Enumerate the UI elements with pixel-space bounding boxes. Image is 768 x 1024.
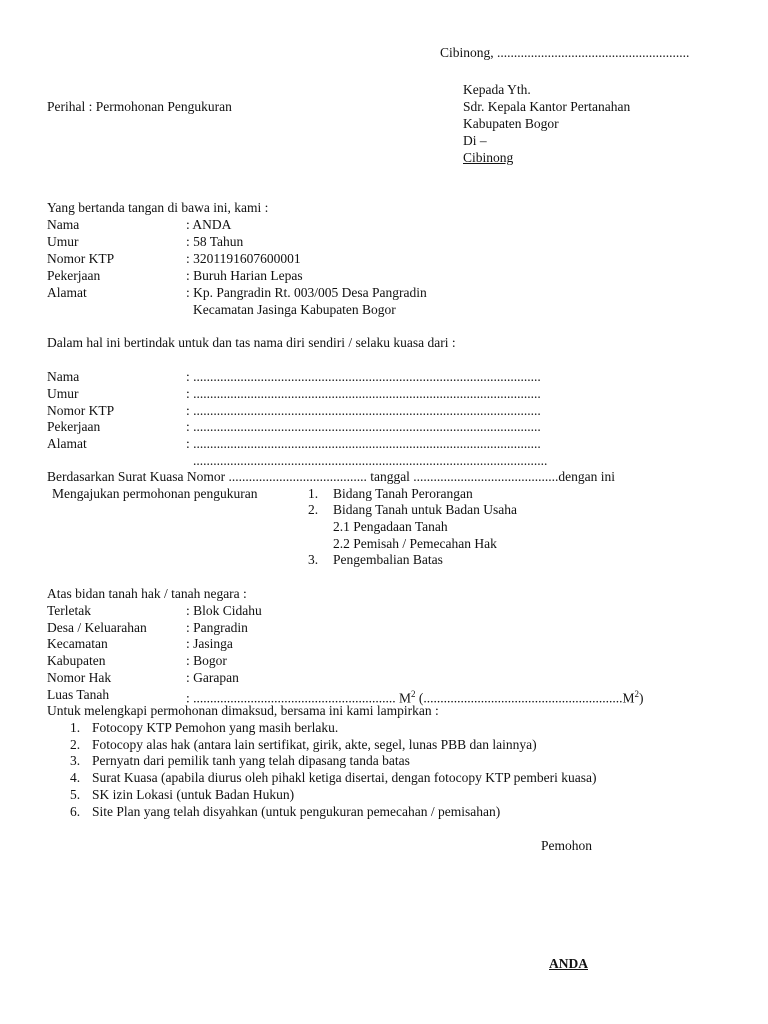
attachment-item: SK izin Lokasi (untuk Badan Hukun) (92, 787, 295, 802)
applicant-value: : 3201191607600001 (186, 251, 301, 266)
land-label: Desa / Keluarahan (47, 620, 147, 635)
attachment-item: Fotocopy KTP Pemohon yang masih berlaku. (92, 720, 339, 735)
proxy-label: Nama (47, 369, 80, 384)
land-label: Nomor Hak (47, 670, 112, 685)
applicant-value: : ANDA (186, 217, 232, 232)
attachments-intro: Untuk melengkapi permohonan dimaksud, bersama ini kami lampirkan : (47, 703, 439, 718)
option-text: Bidang Tanah Perorangan (333, 486, 473, 501)
proxy-label: Umur (47, 386, 79, 401)
applicant-label: Nama (47, 217, 80, 232)
place-date: Cibinong, ......................................................... (440, 45, 690, 60)
land-value: : Pangradin (186, 620, 248, 635)
applicant-address-cont: Kecamatan Jasinga Kabupaten Bogor (193, 302, 396, 317)
applicant-value: : Kp. Pangradin Rt. 003/005 Desa Pangradin (186, 285, 427, 300)
signature-role: Pemohon (541, 838, 593, 853)
option-number: 1. (308, 486, 319, 501)
recipient-line-3: Kabupaten Bogor (463, 116, 559, 131)
proxy-value: : ....................................................................................................... (186, 386, 541, 401)
recipient-city: Cibinong (463, 150, 514, 165)
attachment-number: 6. (70, 804, 81, 819)
land-label: Kabupaten (47, 653, 106, 668)
attachment-item: Site Plan yang telah disyahkan (untuk pengukuran pemecahan / pemisahan) (92, 804, 501, 819)
applicant-label: Nomor KTP (47, 251, 115, 266)
applicant-label: Umur (47, 234, 79, 249)
land-label: Terletak (47, 603, 92, 618)
recipient-line-4: Di – (463, 133, 487, 148)
option-number: 3. (308, 552, 319, 567)
land-value: : Bogor (186, 653, 227, 668)
applicant-intro: Yang bertanda tangan di bawa ini, kami : (47, 200, 269, 215)
attachment-number: 3. (70, 753, 81, 768)
request-basis: Berdasarkan Surat Kuasa Nomor ......................................... tanggal ...........................................dengan ini (47, 469, 616, 484)
applicant-label: Pekerjaan (47, 268, 101, 283)
applicant-label: Alamat (47, 285, 87, 300)
land-value: : Blok Cidahu (186, 603, 262, 618)
proxy-label: Alamat (47, 436, 87, 451)
recipient-line-1: Kepada Yth. (463, 82, 531, 97)
proxy-label: Pekerjaan (47, 419, 101, 434)
option-number: 2. (308, 502, 319, 517)
option-text: 2.2 Pemisah / Pemecahan Hak (333, 536, 497, 551)
proxy-label: Nomor KTP (47, 403, 115, 418)
option-text: Pengembalian Batas (333, 552, 443, 567)
attachment-number: 5. (70, 787, 81, 802)
attachment-item: Pernyatn dari pemilik tanh yang telah dipasang tanda batas (92, 753, 410, 768)
proxy-value: : ....................................................................................................... (186, 436, 541, 451)
applicant-value: : 58 Tahun (186, 234, 244, 249)
land-label: Kecamatan (47, 636, 108, 651)
land-intro: Atas bidan tanah hak / tanah negara : (47, 586, 247, 601)
option-text: Bidang Tanah untuk Badan Usaha (333, 502, 518, 517)
attachment-number: 1. (70, 720, 81, 735)
proxy-value: : ....................................................................................................... (186, 369, 541, 384)
attachment-number: 2. (70, 737, 81, 752)
attachment-number: 4. (70, 770, 81, 785)
proxy-intro: Dalam hal ini bertindak untuk dan tas nama diri sendiri / selaku kuasa dari : (47, 335, 456, 350)
subject-line: Perihal : Permohonan Pengukuran (47, 99, 232, 114)
attachment-item: Fotocopy alas hak (antara lain sertifikat, girik, akte, segel, lunas PBB dan lainnya) (92, 737, 537, 752)
land-value: : Garapan (186, 670, 239, 685)
recipient-line-2: Sdr. Kepala Kantor Pertanahan (463, 99, 631, 114)
applicant-value: : Buruh Harian Lepas (186, 268, 303, 283)
proxy-value: : ....................................................................................................... (186, 403, 541, 418)
signature-name: ANDA (549, 956, 588, 971)
attachment-item: Surat Kuasa (apabila diurus oleh pihakl ketiga disertai, dengan fotocopy KTP pemberi kuasa) (92, 770, 597, 785)
land-area-value: : ............................................................ $M^2$ $(...........................................................M^2)$ (186, 689, 644, 706)
option-text: 2.1 Pengadaan Tanah (333, 519, 448, 534)
proxy-address-cont: ......................................................................................................... (193, 453, 548, 468)
land-value: : Jasinga (186, 636, 233, 651)
proxy-value: : ....................................................................................................... (186, 419, 541, 434)
request-lead: Mengajukan permohonan pengukuran (52, 486, 258, 501)
land-area-label: Luas Tanah (47, 687, 110, 702)
